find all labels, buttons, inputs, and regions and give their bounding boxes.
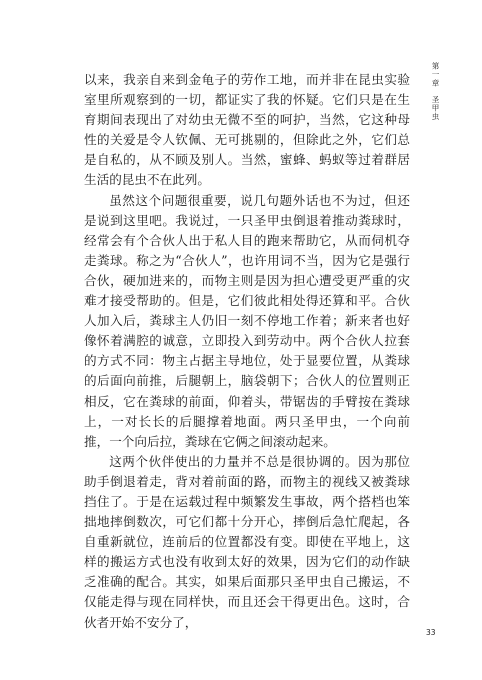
- chapter-number: 第一章: [431, 62, 440, 88]
- chapter-side-tab: [426, 62, 440, 121]
- page-number: 33: [426, 628, 436, 637]
- chapter-title: 圣甲虫: [431, 95, 440, 121]
- paragraph-2: 虽然这个问题很重要，说几句题外话也不为过，但还是说到这里吧。我说过，一只圣甲虫倒退着推动粪球时，经常会有个合伙人出于私人目的跑来帮助它，从而伺机夺走粪球。称之为“合伙人”，也许用词不当，因为它是强行合伙，硬加进来的，而物主则是因为担心遭受更严重的灾难才接受帮助的。但是，它们彼此相处得还算和平。合伙人加入后，粪球主人仍旧一刻不停地工作着；新来者也好像怀着满腔的诚意，立即投入到劳动中。两个合伙人拉套的方式不同：物主占据主导地位，处于显要位置，从粪球的后面向前推，后腿朝上，脑袋朝下；合伙人的位置则正相反，它在粪球的前面，仰着头，带锯齿的手臂按在粪球上，一对长长的后腿撑着地面。两只圣甲虫，一个向前推，一个向后拉，粪球在它俩之间滚动起来。: [84, 192, 410, 449]
- paragraph-1: 以来，我亲自来到金龟子的劳作工地，而并非在昆虫实验室里所观察到的一切，都证实了我的怀疑。它们只是在生育期间表现出了对幼虫无微不至的呵护，当然，它这种母性的关爱是令人钦佩、无可挑剔的，但除此之外，它们总是自私的，从不顾及别人。当然，蜜蜂、蚂蚁等过着群居生活的昆虫不在此列。: [84, 72, 410, 188]
- paragraph-3: 这两个伙伴使出的力量并不总是很协调的。因为那位助手倒退着走，背对着前面的路，而物主的视线又被粪球挡住了。于是在运载过程中频繁发生事故，两个搭档也笨拙地摔倒数次，可它们都十分开心，摔倒后急忙爬起，各自重新就位，连前后的位置都没有变。即使在平地上，这样的搬运方式也没有收到太好的效果，因为它们的动作缺乏准确的配合。其实，如果后面那只圣甲虫自己搬运，不仅能走得与现在同样快，而且还会干得更出色。这时，合伙者开始不安分了，: [84, 453, 410, 630]
- body-text: [84, 70, 410, 633]
